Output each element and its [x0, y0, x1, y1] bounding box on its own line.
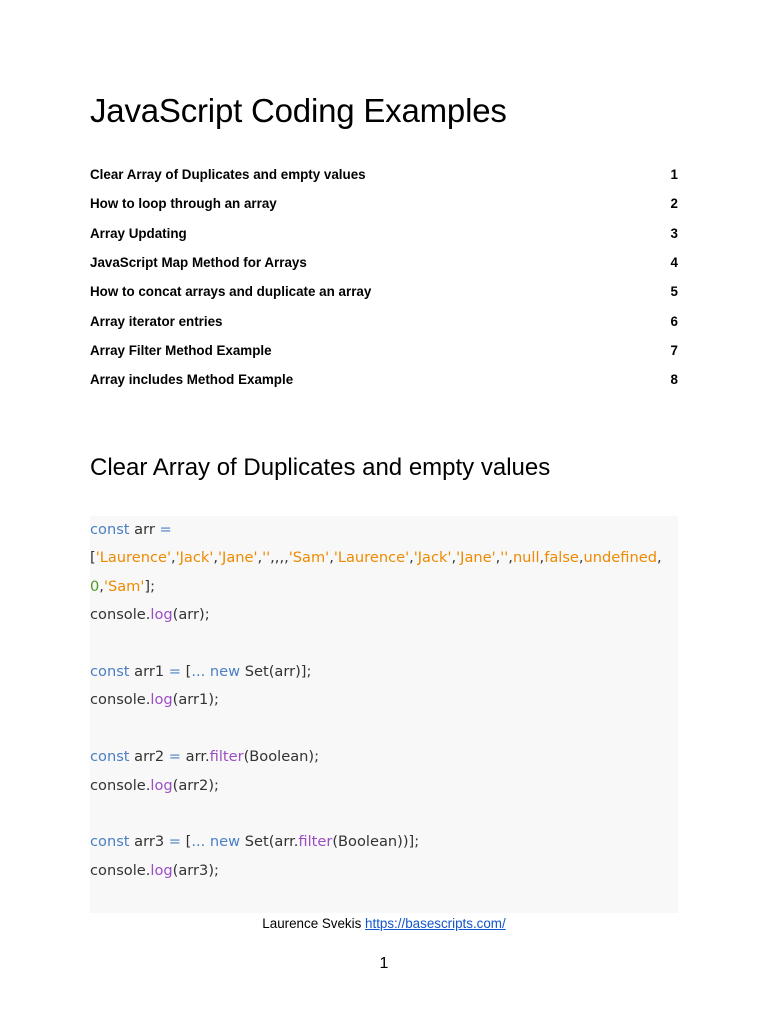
code-token: arr. — [181, 748, 210, 766]
code-token: (arr1); — [172, 691, 219, 709]
code-token: (Boolean); — [243, 748, 319, 766]
code-line — [90, 857, 678, 885]
code-token: 'Jane' — [456, 549, 496, 567]
code-token: console. — [90, 861, 151, 879]
code-text — [90, 516, 678, 885]
toc-entry[interactable] — [90, 336, 678, 365]
code-line — [90, 630, 678, 658]
code-token: = — [168, 663, 182, 681]
code-line — [90, 601, 678, 629]
code-token: Set(arr. — [240, 833, 299, 851]
code-token: , — [257, 549, 263, 567]
toc-entry-label: Clear Array of Duplicates and empty values — [90, 167, 366, 183]
code-token: new — [209, 663, 241, 681]
toc-entry-label: Array Filter Method Example — [90, 342, 272, 358]
code-token: [ — [90, 549, 96, 567]
code-token: = — [159, 521, 172, 538]
code-token: , — [578, 549, 584, 567]
toc-entry-page: 4 — [670, 255, 678, 271]
code-token: const — [90, 663, 130, 681]
page-title: JavaScript Coding Examples — [90, 92, 507, 129]
code-token: , — [329, 549, 334, 567]
toc-entry-label: JavaScript Map Method for Arrays — [90, 255, 307, 271]
code-token: 'Sam' — [288, 549, 330, 567]
code-token: const — [90, 521, 130, 538]
code-token: 'Jane' — [218, 549, 258, 567]
toc-entry-page: 2 — [670, 196, 678, 212]
toc-entry-page: 7 — [670, 342, 678, 358]
code-token: (Boolean))]; — [332, 833, 420, 851]
footer-link[interactable]: https://basescripts.com/ — [365, 916, 506, 931]
code-token: '' — [262, 549, 271, 567]
code-token: arr2 — [129, 748, 169, 766]
toc-entry-label: Array Updating — [90, 225, 187, 241]
toc-entry-page: 5 — [670, 284, 678, 300]
toc-entry-page: 6 — [670, 313, 678, 329]
code-line — [90, 544, 678, 601]
code-token: (arr3); — [172, 861, 219, 879]
code-token: , — [451, 549, 457, 567]
code-token: log — [150, 861, 173, 879]
toc-entry[interactable] — [90, 306, 678, 335]
code-token: , — [656, 549, 662, 567]
code-token: , — [170, 549, 176, 567]
code-token: undefined — [583, 549, 657, 567]
code-token: ,,,, — [270, 549, 289, 567]
code-line — [90, 658, 678, 686]
code-line — [90, 686, 678, 714]
toc-entry[interactable] — [90, 219, 678, 248]
toc-entry[interactable] — [90, 277, 678, 306]
code-token: console. — [90, 776, 151, 794]
code-token: log — [150, 776, 173, 794]
code-token: (arr); — [172, 606, 210, 624]
code-token: [ — [181, 663, 192, 681]
code-token: 'Laurence' — [95, 549, 171, 567]
code-block — [90, 516, 678, 913]
code-token: new — [209, 833, 241, 851]
code-token: 'Jack' — [413, 549, 452, 567]
code-line — [90, 743, 678, 771]
footer-author: Laurence Svekis — [262, 916, 362, 931]
code-token: Set(arr)]; — [240, 663, 312, 681]
code-token: filter — [298, 833, 333, 851]
code-line — [90, 800, 678, 828]
toc-entry[interactable] — [90, 160, 678, 189]
code-token: 'Sam' — [103, 577, 145, 595]
code-token: ]; — [144, 577, 156, 595]
toc-entry-label: Array includes Method Example — [90, 372, 294, 388]
toc-entry-label: How to concat arrays and duplicate an array — [90, 284, 372, 300]
code-token: (arr2); — [172, 776, 219, 794]
toc-entry-label: Array iterator entries — [90, 313, 223, 329]
code-token: ... — [191, 663, 206, 681]
code-token: ... — [191, 833, 206, 851]
code-line — [90, 516, 678, 544]
code-line — [90, 828, 678, 856]
code-token: console. — [90, 691, 151, 709]
code-line — [90, 715, 678, 743]
code-token: 0 — [90, 577, 100, 595]
code-token: arr — [129, 521, 160, 538]
code-token: filter — [209, 748, 244, 766]
footer — [0, 916, 768, 931]
code-token: '' — [500, 549, 509, 567]
code-token: 'Laurence' — [333, 549, 410, 567]
code-token: , — [495, 549, 501, 567]
code-token: log — [150, 691, 173, 709]
toc-entry[interactable] — [90, 365, 678, 394]
code-token: false — [544, 549, 579, 567]
code-token: 'Jack' — [175, 549, 214, 567]
code-token: null — [512, 549, 540, 567]
page-number: 1 — [379, 955, 389, 972]
code-token: arr3 — [129, 833, 169, 851]
code-token: const — [90, 833, 130, 851]
code-token: , — [539, 549, 545, 567]
toc-entry-page: 1 — [670, 167, 678, 183]
code-token: = — [168, 833, 182, 851]
toc-entry[interactable] — [90, 248, 678, 277]
toc-entry-page: 8 — [670, 372, 678, 388]
code-token: , — [213, 549, 218, 567]
toc-entry-label: How to loop through an array — [90, 196, 277, 212]
code-line — [90, 772, 678, 800]
code-token: , — [508, 549, 513, 567]
code-token: log — [150, 606, 173, 624]
code-token: console. — [90, 606, 151, 624]
toc-entry-page: 3 — [670, 225, 678, 241]
code-token: arr1 — [129, 663, 169, 681]
code-token: , — [99, 577, 104, 595]
code-token: = — [168, 748, 182, 766]
toc-entry[interactable] — [90, 189, 678, 218]
code-token: , — [409, 549, 414, 567]
table-of-contents — [90, 160, 678, 394]
section-title: Clear Array of Duplicates and empty values — [90, 454, 551, 481]
code-token: [ — [181, 833, 192, 851]
code-token: const — [90, 748, 130, 766]
